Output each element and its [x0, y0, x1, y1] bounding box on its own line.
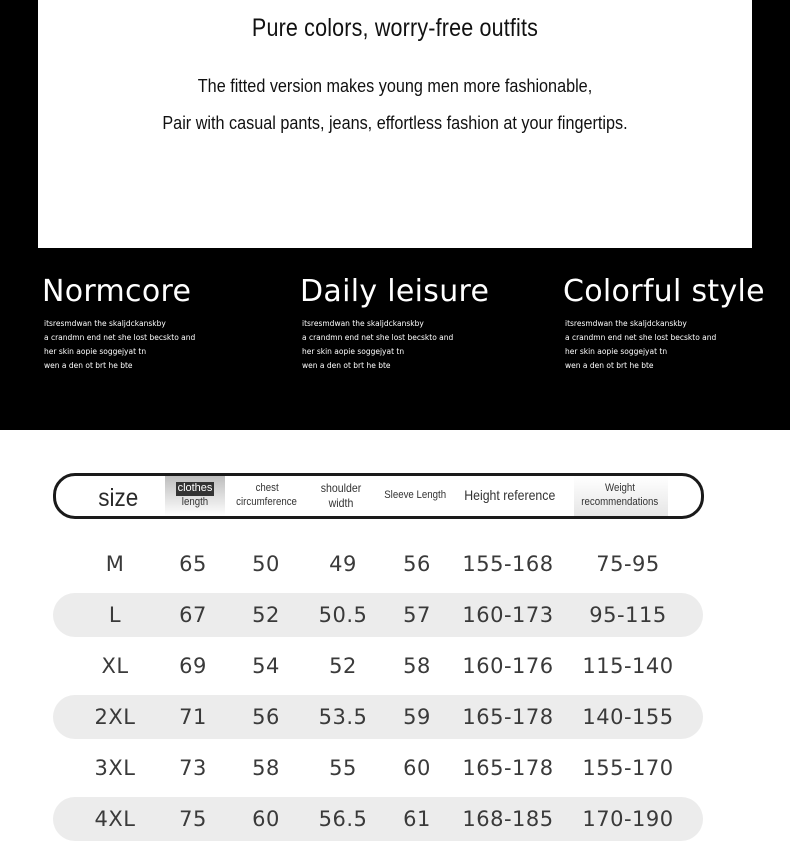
feature-title: Colorful style: [563, 274, 765, 309]
feature-description: [565, 317, 765, 373]
table-cell: 155-170: [582, 756, 674, 780]
feature-line: her skin aopie soggejyat tn: [302, 347, 405, 356]
feature-daily-leisure: [300, 273, 489, 373]
feature-line: a crandmn end net she lost becskto and: [565, 333, 717, 342]
table-cell: 75: [179, 807, 207, 831]
table-cell: 2XL: [94, 705, 136, 729]
headline: Pure colors, worry-free outfits: [251, 14, 539, 42]
table-cell: 57: [403, 603, 431, 627]
table-cell: 58: [252, 756, 280, 780]
feature-line: wen a den ot brt he bte: [565, 361, 654, 370]
table-cell: 165-178: [462, 705, 554, 729]
header-height-label: Height reference: [464, 487, 556, 504]
table-cell: 155-168: [462, 552, 554, 576]
header-weight-recommendations: [570, 476, 670, 516]
table-cell: 160-176: [462, 654, 554, 678]
feature-line: her skin aopie soggejyat tn: [44, 347, 147, 356]
table-cell: 59: [403, 705, 431, 729]
feature-line: wen a den ot brt he bte: [44, 361, 133, 370]
intro-line-2: Pair with casual pants, jeans, effortless fashion at your fingertips.: [162, 113, 628, 133]
table-cell: 115-140: [582, 654, 674, 678]
table-cell: 60: [252, 807, 280, 831]
table-cell: 53.5: [318, 705, 368, 729]
intro-line-1: The fitted version makes young men more fashionable,: [197, 76, 593, 96]
table-cell: XL: [101, 654, 129, 678]
feature-line: itsresmdwan the skaljdckanskby: [44, 319, 166, 328]
table-cell: 75-95: [596, 552, 660, 576]
table-cell: 60: [403, 756, 431, 780]
table-cell: 65: [179, 552, 207, 576]
table-cell: 52: [329, 654, 357, 678]
table-cell: 95-115: [589, 603, 667, 627]
feature-title: Daily leisure: [300, 274, 490, 309]
header-chest-label: chest: [255, 482, 279, 495]
feature-line: itsresmdwan the skaljdckanskby: [565, 319, 687, 328]
table-cell: 58: [403, 654, 431, 678]
header-sleeve-length: [380, 476, 450, 516]
feature-description: [44, 317, 195, 373]
feature-line: a crandmn end net she lost becskto and: [44, 333, 196, 342]
table-cell: 54: [252, 654, 280, 678]
header-height-reference: [455, 476, 565, 516]
table-cell: 61: [403, 807, 431, 831]
table-cell: 67: [179, 603, 207, 627]
header-circumference-label: circumference: [236, 496, 298, 508]
feature-line: itsresmdwan the skaljdckanskby: [302, 319, 424, 328]
table-cell: 165-178: [462, 756, 554, 780]
header-size-label: size: [97, 484, 139, 513]
table-cell: 4XL: [94, 807, 136, 831]
table-cell: 56: [403, 552, 431, 576]
header-chest-circumference: [230, 476, 304, 516]
header-length-label: length: [181, 496, 209, 508]
header-size: [78, 476, 158, 516]
feature-title: Normcore: [42, 274, 192, 309]
table-cell: 140-155: [582, 705, 674, 729]
header-sleeve-label: Sleeve Length: [384, 489, 446, 502]
table-cell: 160-173: [462, 603, 554, 627]
header-width-label: width: [328, 496, 354, 510]
header-shoulder-label: shoulder: [320, 481, 362, 495]
table-cell: 73: [179, 756, 207, 780]
table-cell: L: [108, 603, 122, 627]
feature-colorful-style: [563, 273, 765, 373]
table-cell: 50: [252, 552, 280, 576]
header-shoulder-width: [310, 476, 372, 516]
table-cell: 69: [179, 654, 207, 678]
table-cell: 50.5: [318, 603, 368, 627]
feature-normcore: [42, 273, 195, 373]
table-cell: 56.5: [318, 807, 368, 831]
header-clothes-label: clothes: [177, 482, 213, 495]
table-cell: 71: [179, 705, 207, 729]
table-cell: 168-185: [462, 807, 554, 831]
table-cell: 3XL: [94, 756, 136, 780]
table-cell: M: [105, 552, 125, 576]
table-cell: 55: [329, 756, 357, 780]
feature-line: a crandmn end net she lost becskto and: [302, 333, 454, 342]
feature-description: [302, 317, 489, 373]
header-clothes-length: [165, 476, 225, 516]
table-cell: 49: [329, 552, 357, 576]
header-recommendations-label: recommendations: [581, 496, 659, 508]
feature-line: her skin aopie soggejyat tn: [565, 347, 668, 356]
table-cell: 56: [252, 705, 280, 729]
table-cell: 52: [252, 603, 280, 627]
feature-line: wen a den ot brt he bte: [302, 361, 391, 370]
header-weight-label: Weight: [605, 482, 635, 495]
table-cell: 170-190: [582, 807, 674, 831]
